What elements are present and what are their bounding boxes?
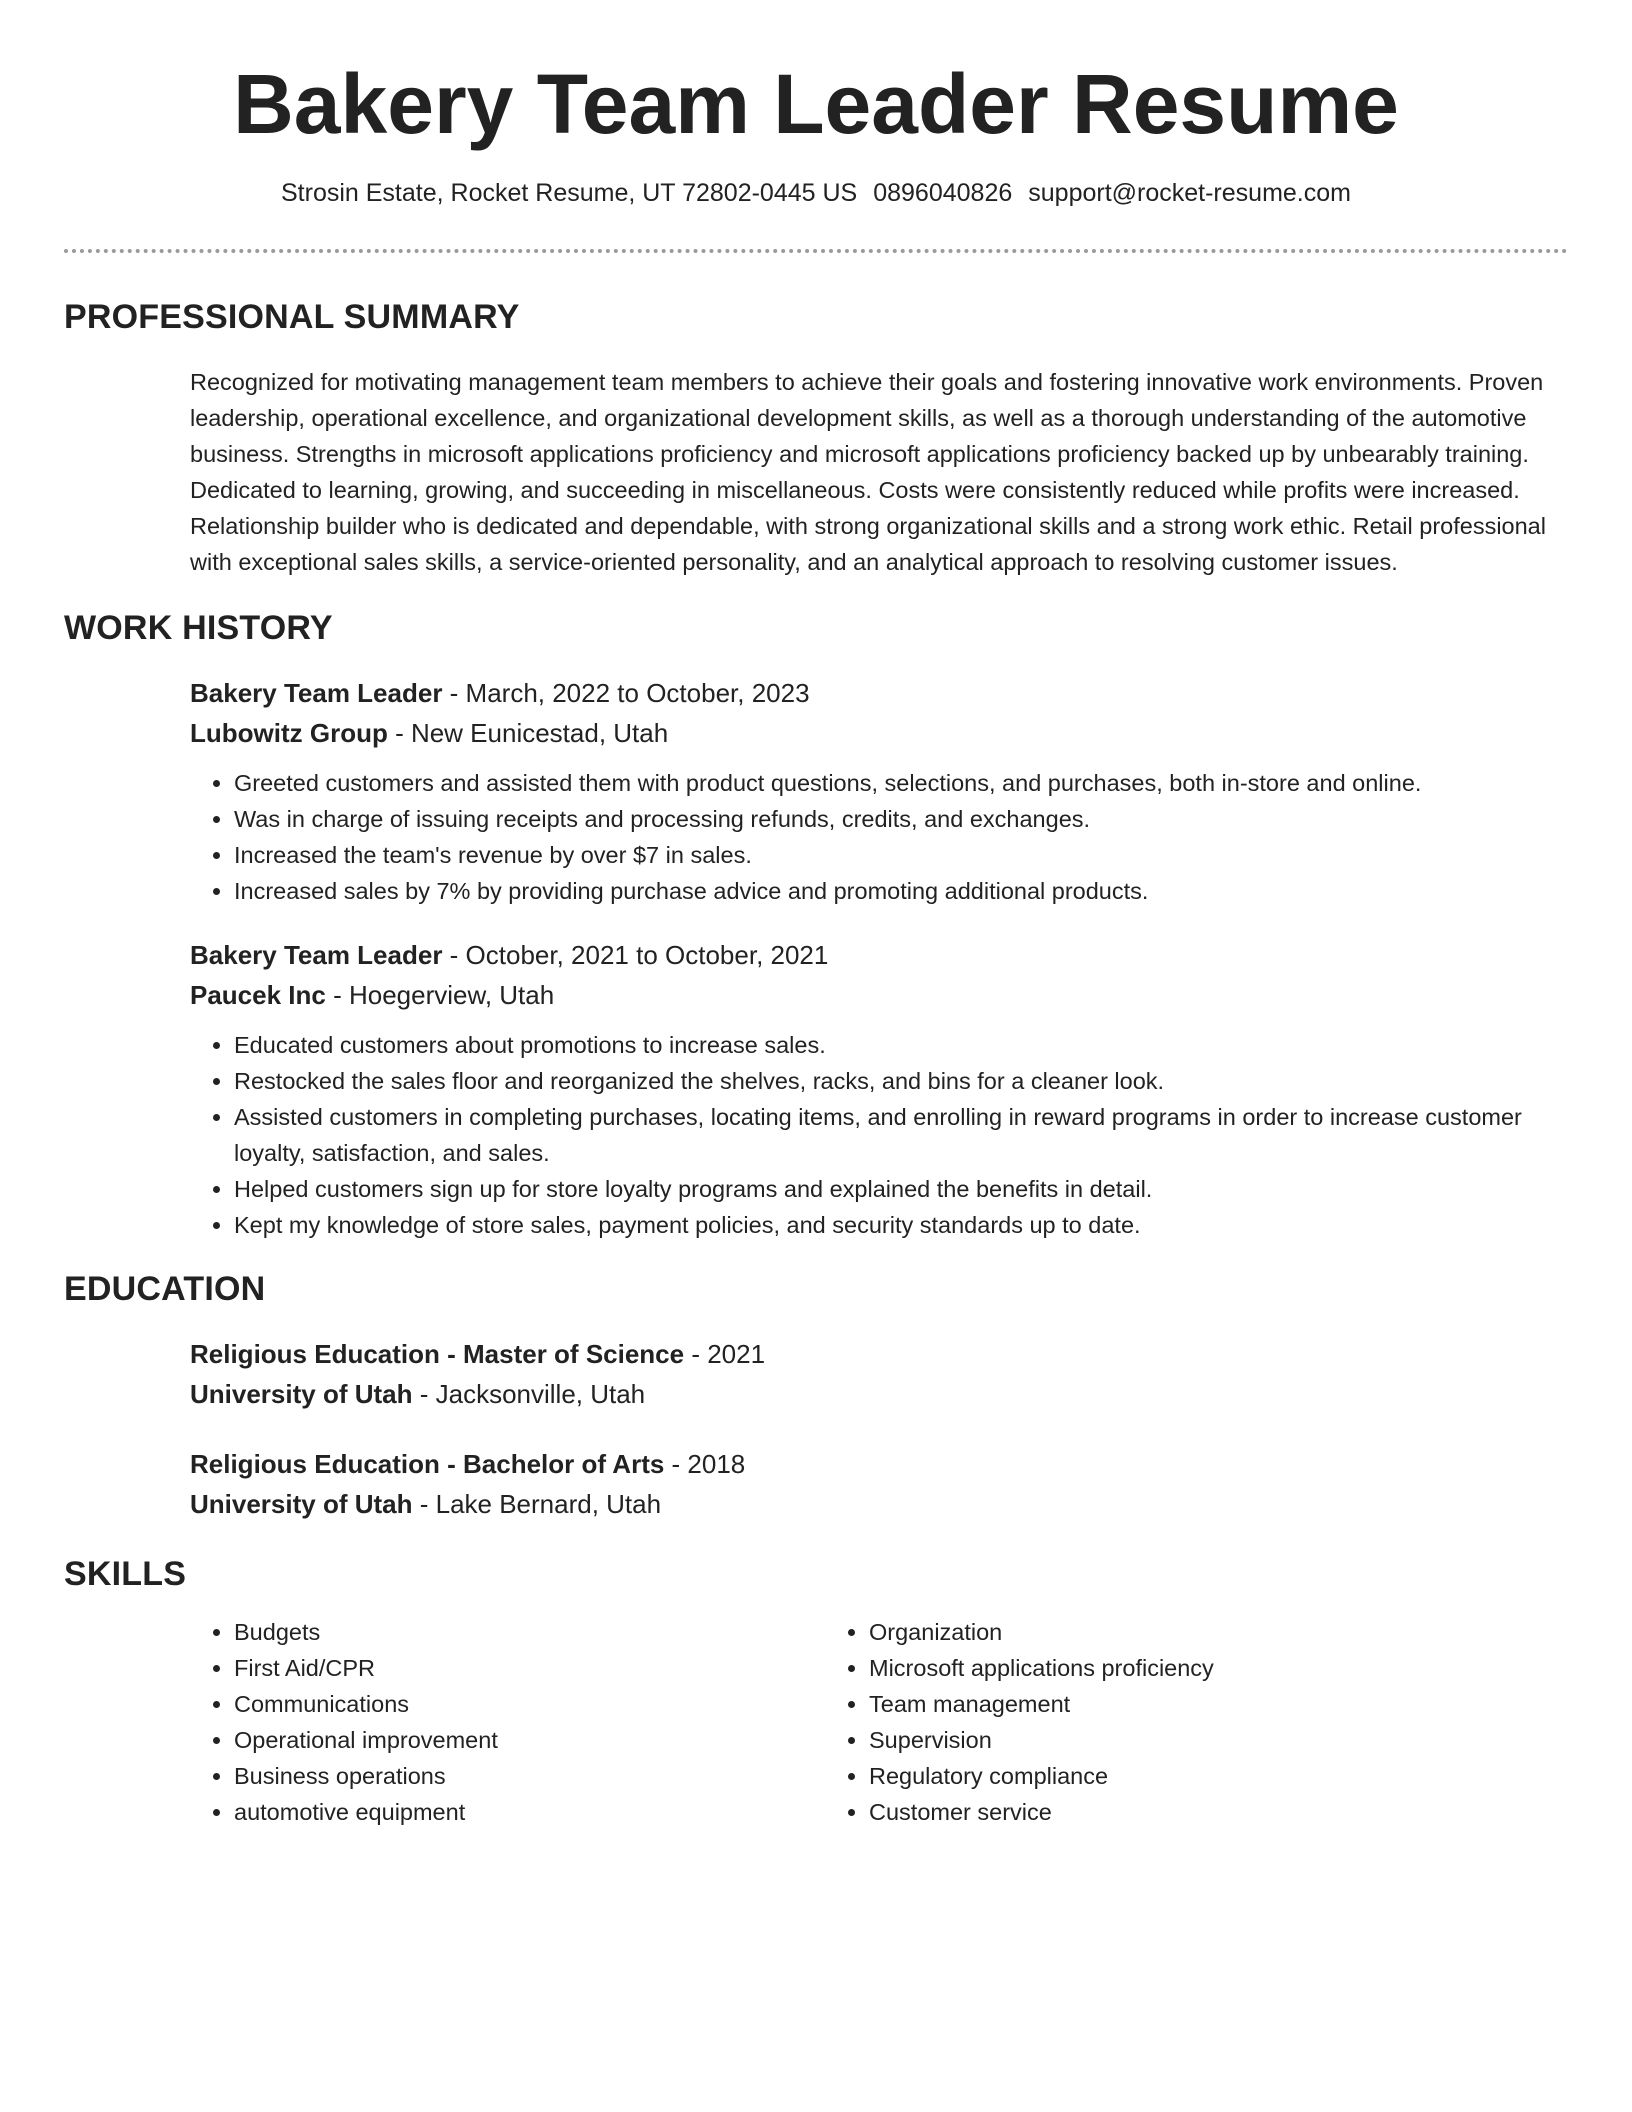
skill-item: • Organization: [869, 1614, 1460, 1650]
job-company-line: [190, 975, 1568, 1015]
skills-column-right: [825, 1614, 1460, 1830]
education-degree-line: [190, 1444, 1568, 1484]
contact-email: support@rocket-resume.com: [1028, 178, 1351, 207]
job-bullet: • Helped customers sign up for store loyalty programs and explained the benefits in detail.: [234, 1171, 1568, 1207]
skill-item: • Supervision: [869, 1722, 1460, 1758]
job-bullet: • Assisted customers in completing purchases, locating items, and enrolling in reward programs in order to increase customer loyalty, satisfaction, and sales.: [234, 1099, 1568, 1171]
job-entry: [190, 935, 1568, 1243]
job-title: Bakery Team Leader: [190, 939, 443, 970]
job-title-line: [190, 673, 1568, 713]
skills-column-left: [190, 1614, 825, 1830]
summary-text: Recognized for motivating management team members to achieve their goals and fostering innovative work environments. Proven leadership, operational excellence, and organizational development skills, as well as a thorough understanding of the automotive business. Strengths in microsoft applications proficiency and microsoft applications proficiency backed up by unbearably training. Dedicated to learning, growing, and succeeding in miscellaneous. Costs were consistently reduced while profits were increased. Relationship builder who is dedicated and dependable, with strong organizational skills and a strong work ethic. Retail professional with exceptional sales skills, a service-oriented personality, and an analytical approach to resolving customer issues.: [190, 369, 1546, 576]
education-degree: Religious Education - Bachelor of Arts: [190, 1448, 665, 1479]
skill-item: • Budgets: [234, 1614, 825, 1650]
education-school: University of Utah: [190, 1488, 413, 1519]
education-degree-line: [190, 1334, 1568, 1374]
skill-item: • First Aid/CPR: [234, 1650, 825, 1686]
section-heading-education: EDUCATION: [64, 1269, 266, 1308]
education-location: - Jacksonville, Utah: [412, 1378, 646, 1409]
job-bullets: [190, 1027, 1568, 1243]
job-dates: - October, 2021 to October, 2021: [442, 939, 829, 970]
skill-item: • Business operations: [234, 1758, 825, 1794]
education-entry: [190, 1334, 1568, 1414]
job-bullet: • Was in charge of issuing receipts and processing refunds, credits, and exchanges.: [234, 801, 1568, 837]
job-title: Bakery Team Leader: [190, 677, 443, 708]
skill-item: • automotive equipment: [234, 1794, 825, 1830]
job-bullet: • Greeted customers and assisted them with product questions, selections, and purchases, both in-store and online.: [234, 765, 1568, 801]
job-bullet: • Increased sales by 7% by providing purchase advice and promoting additional products.: [234, 873, 1568, 909]
header-divider: [64, 249, 1568, 253]
section-heading-summary: PROFESSIONAL SUMMARY: [64, 298, 520, 337]
job-company-line: [190, 713, 1568, 753]
job-entry: [190, 673, 1568, 909]
job-dates: - March, 2022 to October, 2023: [442, 677, 810, 708]
skill-item: • Microsoft applications proficiency: [869, 1650, 1460, 1686]
job-bullet: • Educated customers about promotions to increase sales.: [234, 1027, 1568, 1063]
job-location: - New Eunicestad, Utah: [387, 717, 669, 748]
education-entry: [190, 1444, 1568, 1524]
job-location: - Hoegerview, Utah: [325, 979, 555, 1010]
education-year: - 2018: [664, 1448, 746, 1479]
education-school: University of Utah: [190, 1378, 413, 1409]
job-company: Lubowitz Group: [190, 717, 388, 748]
contact-address: Strosin Estate, Rocket Resume, UT 72802-0445 US: [281, 178, 858, 207]
education-location: - Lake Bernard, Utah: [412, 1488, 662, 1519]
skill-item: • Team management: [869, 1686, 1460, 1722]
education-degree: Religious Education - Master of Science: [190, 1338, 685, 1369]
education-year: - 2021: [684, 1338, 766, 1369]
contact-phone: 0896040826: [873, 178, 1013, 207]
job-bullets: [190, 765, 1568, 909]
section-heading-skills: SKILLS: [64, 1554, 187, 1593]
skills-grid: [190, 1614, 1568, 1830]
education-school-line: [190, 1374, 1568, 1414]
job-company: Paucek Inc: [190, 979, 326, 1010]
contact-line: [64, 177, 1568, 210]
skill-item: • Operational improvement: [234, 1722, 825, 1758]
skill-item: • Communications: [234, 1686, 825, 1722]
job-title-line: [190, 935, 1568, 975]
skill-item: • Customer service: [869, 1794, 1460, 1830]
skill-item: • Regulatory compliance: [869, 1758, 1460, 1794]
job-bullet: • Increased the team's revenue by over $7 in sales.: [234, 837, 1568, 873]
job-bullet: • Kept my knowledge of store sales, payment policies, and security standards up to date.: [234, 1207, 1568, 1243]
job-bullet: • Restocked the sales floor and reorganized the shelves, racks, and bins for a cleaner look.: [234, 1063, 1568, 1099]
section-heading-work-history: WORK HISTORY: [64, 609, 333, 648]
education-school-line: [190, 1484, 1568, 1524]
page-title: Bakery Team Leader Resume: [233, 57, 1399, 151]
